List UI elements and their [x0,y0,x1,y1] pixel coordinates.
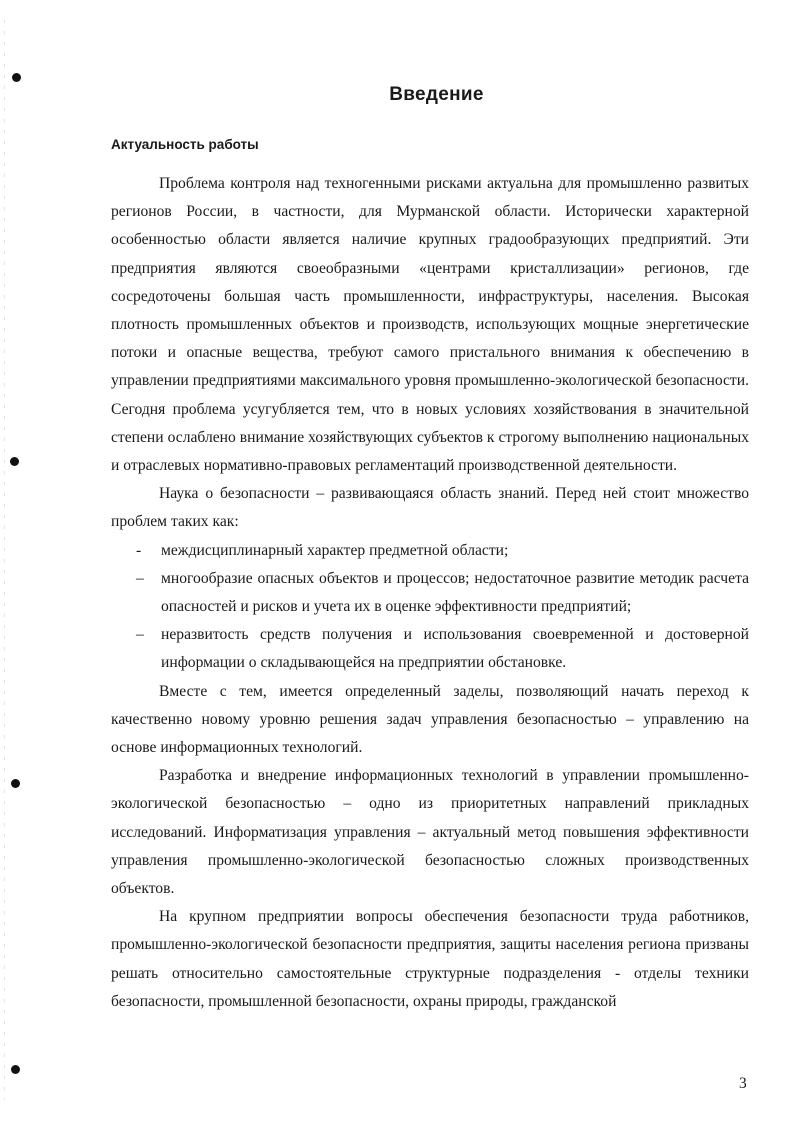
paragraph: На крупном предприятии вопросы обеспечения безопасности труда работников, промышленно-экологической безопасности предприятия, защиты населения региона призваны решать относительно самостоятельные структурные подразделения - отделы техники безопасности, промышленной безопасности, охраны природы, гражданской [111,908,749,1010]
list-item [111,621,749,677]
list-item-text: междисциплинарный характер предметной области; [161,541,509,559]
body-text [111,170,749,1016]
page-number: 3 [739,1075,747,1092]
list-marker: - [136,541,142,559]
page-title: Введение [389,84,484,105]
section-heading: Актуальность работы [111,137,259,152]
paragraph: Разработка и внедрение информационных технологий в управлении промышленно-экологической безопасностью – одно из приоритетных направлений прикладных исследований. Информатизация управления – актуальный метод повышения эффективности управления промышленно-экологической безопасностью сложных производственных объектов. [111,767,749,898]
punch-hole-mark [12,73,21,82]
paragraph: Вместе с тем, имеется определенный заделы, позволяющий начать переход к качественно новому уровню решения задач управления безопасностью – управлению на основе информационных технологий. [111,682,749,757]
paragraph: Наука о безопасности – развивающаяся область знаний. Перед ней стоит множество проблем таких как: [111,485,749,531]
list-item-text: неразвитость средств получения и использования своевременной и достоверной информации о складывающейся на предприятии обстановке. [161,626,749,672]
scan-edge-line [4,20,5,1100]
paragraph: Проблема контроля над техногенными рисками актуальна для промышленно развитых регионов России, в частности, для Мурманской области. Исторически характерной особенностью области является наличие крупных градообразующих предприятий. Эти предприятия являются своеобразными «центрами кристаллизации» регионов, где сосредоточены большая часть промышленности, инфраструктуры, населения. Высокая плотность промышленных объектов и производств, использующих мощные энергетические потоки и опасные вещества, требуют самого пристального внимания к обеспечению в управлении предприятиями максимального уровня промышленно-экологической безопасности. Сегодня проблема усугубляется тем, что в новых условиях хозяйствования в значительной степени ослаблено внимание хозяйствующих субъектов к строгому выполнению национальных и отраслевых нормативно-правовых регламентаций производственной деятельности. [111,175,749,475]
problem-list [111,537,749,678]
punch-hole-mark [11,779,20,788]
list-item-text: многообразие опасных объектов и процессов; недостаточное развитие методик расчета опасностей и рисков и учета их в оценке эффективности предприятий; [161,569,749,616]
punch-hole-mark [10,457,19,466]
list-item [111,537,749,565]
list-item [111,565,749,621]
list-marker: – [136,626,144,644]
list-marker: – [136,569,144,587]
punch-hole-mark [11,1065,20,1074]
